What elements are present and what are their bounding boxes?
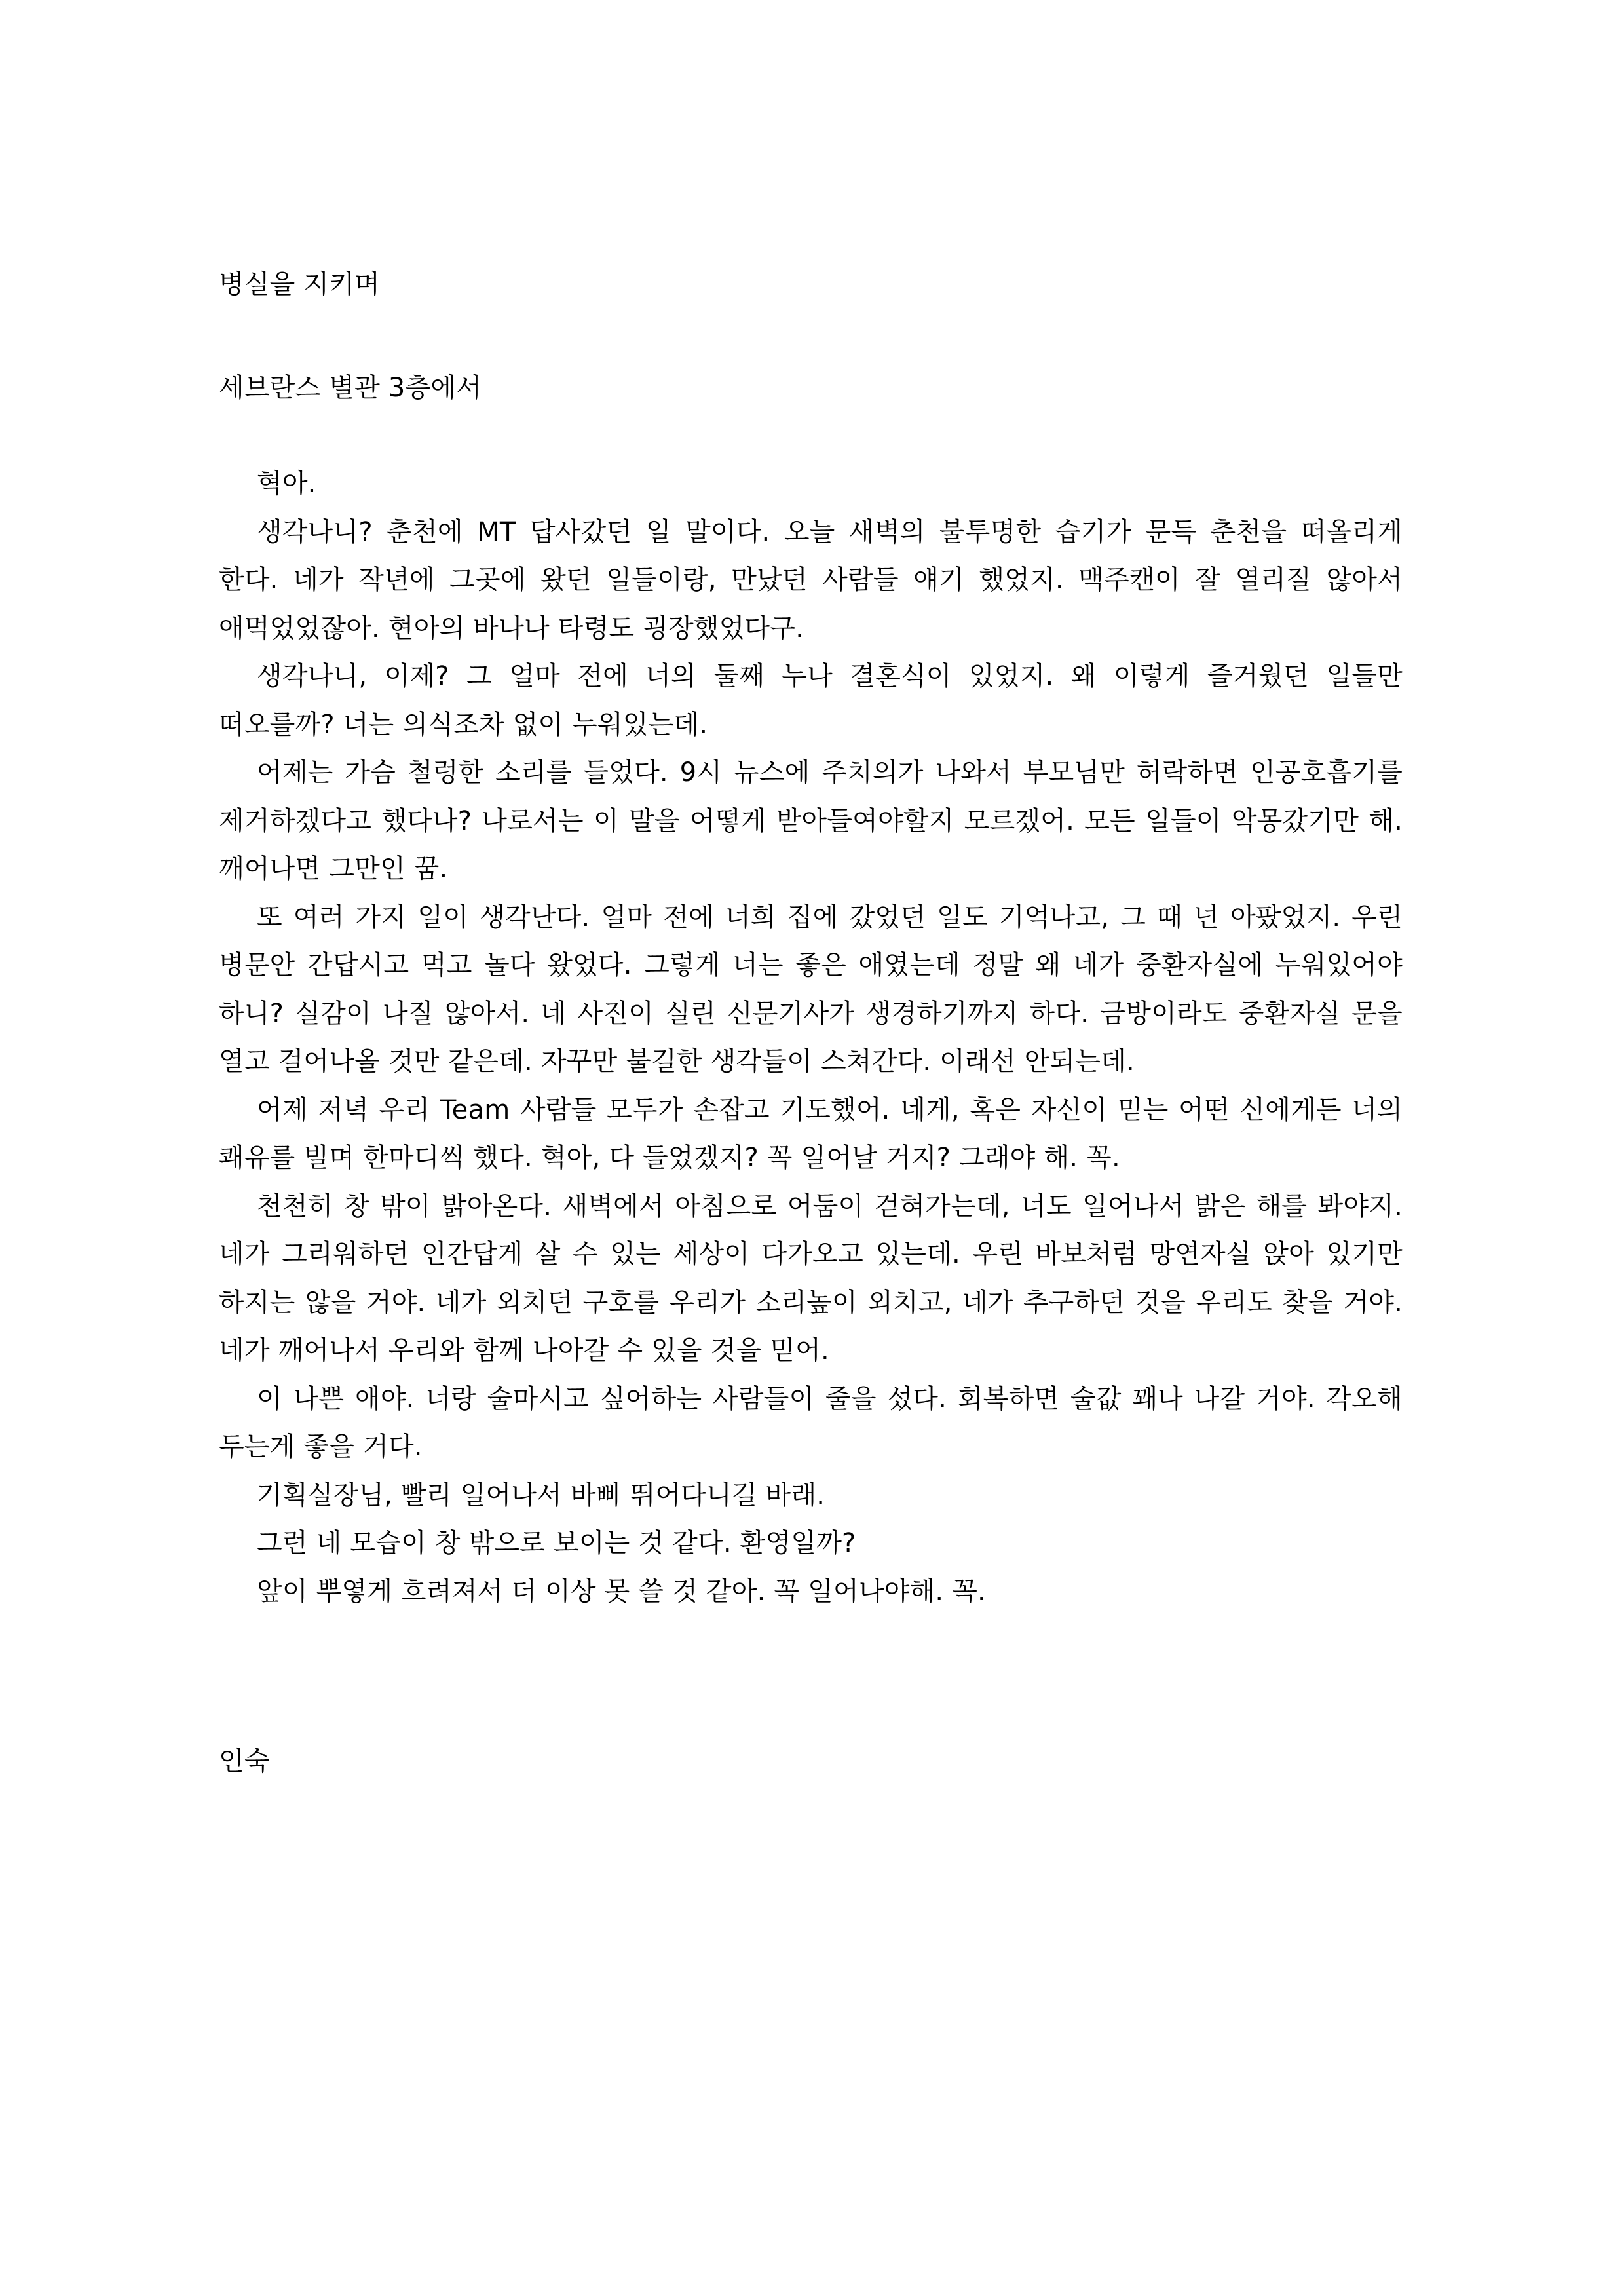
- letter-paragraph-8: 기획실장님, 빨리 일어나서 바삐 뛰어다니길 바래.: [257, 1480, 825, 1510]
- letter-paragraph-10: 앞이 뿌옇게 흐려져서 더 이상 못 쓸 것 같아. 꼭 일어나야해. 꼭.: [257, 1576, 986, 1607]
- letter-body: [219, 460, 1403, 1616]
- document-title: 병실을 지키며: [219, 269, 380, 299]
- letter-paragraph-7: 이 나쁜 애야. 너랑 술마시고 싶어하는 사람들이 줄을 섰다. 회복하면 술값 꽤나 나갈 거야. 각오해 두는게 좋을 거다.: [219, 1383, 1403, 1462]
- letter-paragraph-1: 생각나니? 춘천에 MT 답사갔던 일 말이다. 오늘 새벽의 불투명한 습기가 문득 춘천을 떠올리게 한다. 네가 작년에 그곳에 왔던 일들이랑, 만났던 사람들 얘기 했었지. 맥주캔이 잘 열리질 않아서 애먹었었잖아. 현아의 바나나 타령도 굉장했었다구.: [219, 516, 1403, 643]
- letter-signature: 인숙: [219, 1746, 270, 1776]
- letter-paragraph-9: 그런 네 모습이 창 밖으로 보이는 것 같다. 환영일까?: [257, 1528, 856, 1558]
- letter-paragraph-5: 어제 저녁 우리 Team 사람들 모두가 손잡고 기도했어. 네게, 혹은 자신이 믿는 어떤 신에게든 너의 쾌유를 빌며 한마디씩 했다. 혁아, 다 들었겠지? 꼭 일어날 거지? 그래야 해. 꼭.: [219, 1094, 1403, 1173]
- letter-greeting: 혁아.: [257, 469, 316, 499]
- letter-paragraph-3: 어제는 가슴 철렁한 소리를 들었다. 9시 뉴스에 주치의가 나와서 부모님만 허락하면 인공호흡기를 제거하겠다고 했다나? 나로서는 이 말을 어떻게 받아들여야할지 모르겠어. 모든 일들이 악몽갔기만 해. 깨어나면 그만인 꿈.: [219, 757, 1403, 884]
- letter-paragraph-4: 또 여러 가지 일이 생각난다. 얼마 전에 너희 집에 갔었던 일도 기억나고, 그 때 넌 아팠었지. 우린 병문안 간답시고 먹고 놀다 왔었다. 그렇게 너는 좋은 애였는데 정말 왜 네가 중환자실에 누워있어야 하니? 실감이 나질 않아서. 네 사진이 실린 신문기사가 생경하기까지 하다. 금방이라도 중환자실 문을 열고 걸어나올 것만 같은데. 자꾸만 불길한 생각들이 스쳐간다. 이래선 안되는데.: [219, 902, 1403, 1077]
- letter-paragraph-6: 천천히 창 밖이 밝아온다. 새벽에서 아침으로 어둠이 걷혀가는데, 너도 일어나서 밝은 해를 봐야지. 네가 그리워하던 인간답게 살 수 있는 세상이 다가오고 있는데. 우린 바보처럼 망연자실 앉아 있기만 하지는 않을 거야. 네가 외치던 구호를 우리가 소리높이 외치고, 네가 추구하던 것을 우리도 찾을 거야. 네가 깨어나서 우리와 함께 나아갈 수 있을 것을 믿어.: [219, 1191, 1403, 1366]
- letter-paragraph-2: 생각나니, 이제? 그 얼마 전에 너의 둘째 누나 결혼식이 있었지. 왜 이렇게 즐거웠던 일들만 떠오를까? 너는 의식조차 없이 누워있는데.: [219, 661, 1403, 740]
- document-location: 세브란스 별관 3층에서: [219, 373, 482, 403]
